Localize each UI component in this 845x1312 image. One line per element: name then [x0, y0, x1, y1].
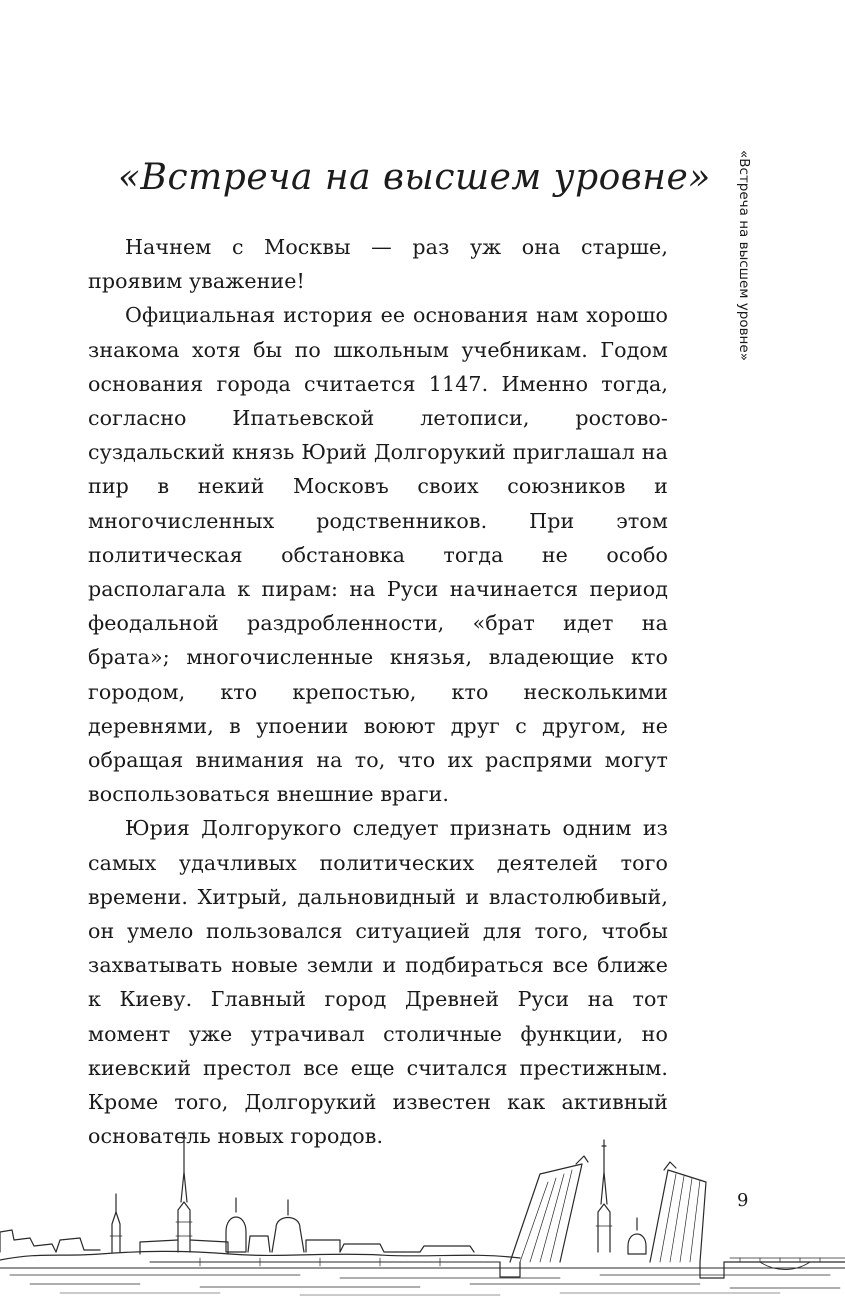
body-text [88, 230, 668, 1153]
paragraph: Начнем с Москвы — раз уж она старше, проявим уважение! [88, 235, 668, 294]
paragraph: Юрия Долгорукого следует признать одним из самых удачливых политических деятелей того времени. Хитрый, дальновидный и властолюбивый, он умело пользовался ситуацией для того, чтобы захватывать новые земли и подбираться все ближе к Киеву. Главный город Древней Руси на тот момент уже утрачивал столичные функции, но киевский престол все еще считался престижным. Кроме того, Долгорукий известен как активный основатель новых городов. [88, 816, 668, 1149]
paragraph: Официальная история ее основания нам хорошо знакома хотя бы по школьным учебникам. Годом основания города считается 1147. Именно тогда, согласно Ипатьевской летописи, ростово-суздальский князь Юрий Долгорукий приглашал на пир в некий Московъ своих союзников и многочисленных родственников. При этом политическая обстановка тогда не особо располагала к пирам: на Руси начинается период феодальной раздробленности, «брат идет на брата»; многочисленные князья, владеющие кто городом, кто крепостью, кто несколькими деревнями, в упоении воюют друг с другом, не обращая внимания на то, что их распрями могут воспользоваться внешние враги. [88, 303, 668, 807]
page-number: 9 [737, 1190, 749, 1211]
chapter-title: «Встреча на высшем уровне» [118, 157, 711, 198]
running-head: «Встреча на высшем уровне» [736, 150, 752, 361]
st-petersburg-skyline-illustration [0, 1112, 845, 1302]
